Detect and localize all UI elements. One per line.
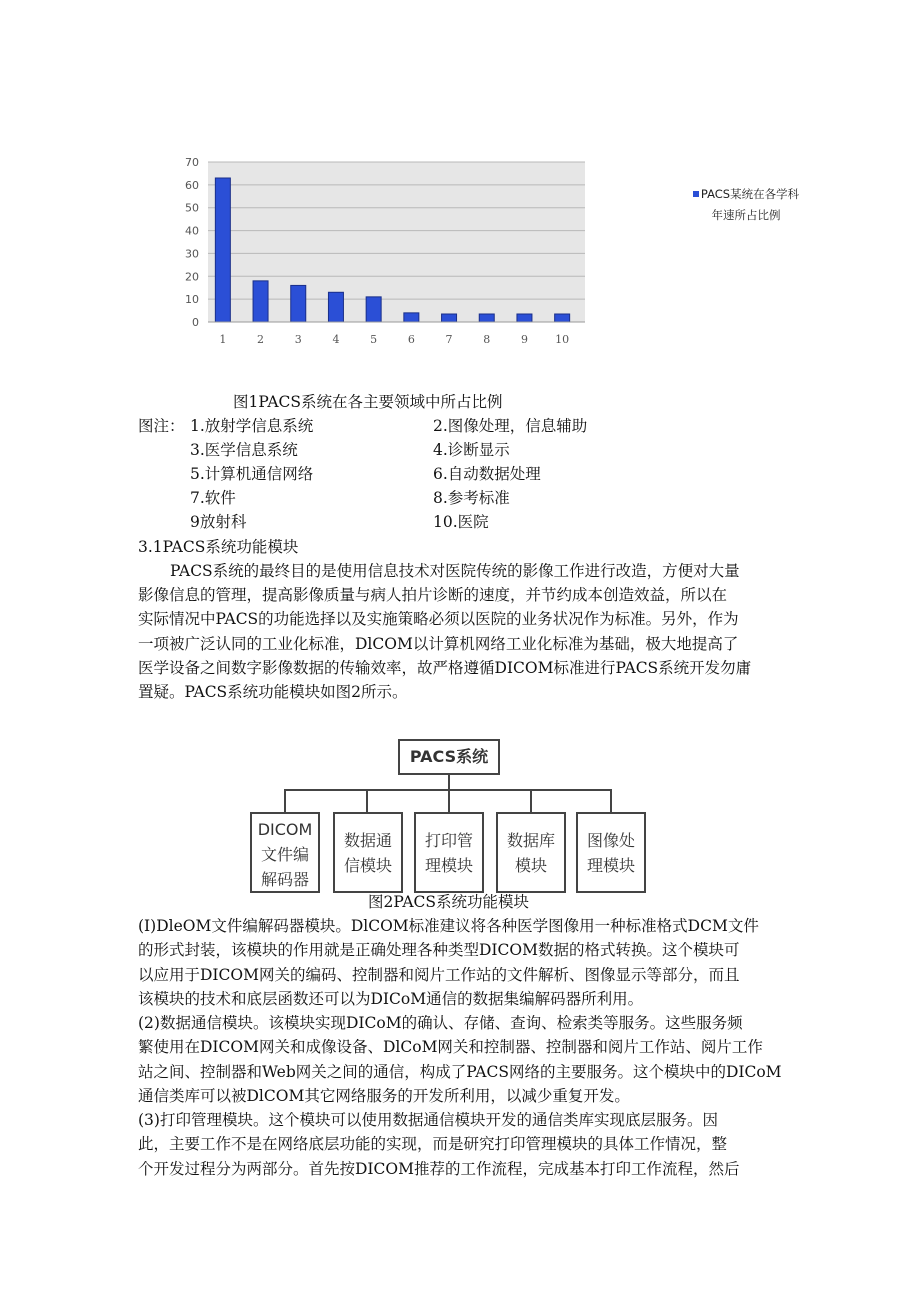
bar <box>517 314 532 322</box>
text-line: (2)数据通信模块。该模块实现DICoM的确认、存储、查询、检索类等服务。这些服务频 <box>138 1014 743 1032</box>
y-tick-label: 20 <box>185 270 199 284</box>
y-tick-label: 70 <box>185 156 199 169</box>
y-tick-label: 10 <box>185 293 199 307</box>
figure1-legend-item: 4.诊断显示 <box>433 441 510 459</box>
bar <box>366 297 381 322</box>
text-line: 以应用于DICOM网关的编码、控制器和阅片工作站的文件解析、图像显示等部分，而且 <box>138 965 740 984</box>
x-tick-label: 6 <box>407 333 415 346</box>
text-line: 个开发过程分为两部分。首先按DICOM推荐的工作流程，完成基本打印工作流程，然后 <box>138 1159 740 1178</box>
x-tick-label: 5 <box>370 333 378 346</box>
figure1-legend-item: 6.自动数据处理 <box>433 465 541 483</box>
bar <box>404 313 419 322</box>
x-tick-label: 2 <box>257 333 265 346</box>
bar <box>215 178 230 322</box>
intro-paragraph <box>138 559 788 583</box>
x-tick-label: 10 <box>555 333 570 346</box>
x-tick-label: 7 <box>445 333 453 346</box>
x-tick-label: 1 <box>219 333 227 346</box>
figure1-legend-item: 2.图像处理，信息辅助 <box>433 417 588 435</box>
text-line: 影像信息的管理，提高影像质量与病人拍片诊断的速度，并节约成本创造效益，所以在 <box>138 586 728 604</box>
module-label-line: 打印管 <box>424 831 473 850</box>
module-label-line: 数据库 <box>506 831 555 850</box>
text-line: 医学设备之间数字影像数据的传输效率，故严格遵循DICOM标准进行PACS系统开发勿庸 <box>138 658 752 677</box>
y-tick-label: 30 <box>185 247 199 261</box>
figure1-legend-item: 9放射科 <box>190 513 247 531</box>
figure1-caption: 图1PACS系统在各主要领域中所占比例 <box>233 393 503 411</box>
diagram-module-print <box>414 812 484 893</box>
paragraph-communication <box>138 1011 788 1108</box>
diagram-connector <box>284 789 286 813</box>
diagram-connector <box>366 789 368 813</box>
y-tick-label: 50 <box>185 201 199 215</box>
bar <box>328 292 343 322</box>
module-label-line: 信模块 <box>343 856 392 875</box>
text-line: 实际情况中PACS的功能选择以及实施策略必须以医院的业务状况作为标准。另外，作为 <box>138 610 739 629</box>
figure1-legend-item: 1.放射学信息系统 <box>190 417 314 435</box>
figure1-legend-item: 8.参考标准 <box>433 489 510 507</box>
section-title: 3.1PACS系统功能模块 <box>138 538 299 556</box>
paragraph-dicom-codec <box>138 914 788 1011</box>
legend-text-1: PACS某统在各学科 <box>700 187 800 201</box>
text-line: 此，主要工作不是在网络底层功能的实现，而是研究打印管理模块的具体工作情况，整 <box>138 1135 728 1154</box>
diagram-connector <box>530 789 532 813</box>
bar <box>442 314 457 322</box>
x-tick-label: 9 <box>520 333 528 346</box>
bar <box>291 285 306 322</box>
figure1-legend-item: 10.医院 <box>433 513 489 531</box>
bar-chart <box>175 150 595 360</box>
module-label-line: 理模块 <box>586 856 635 875</box>
text-line: 一项被广泛认同的工业化标准，DlCOM以计算机网络工业化标准为基础，极大地提高了 <box>138 634 739 653</box>
figure1-legend-item: 7.软件 <box>190 489 236 507</box>
x-tick-label: 3 <box>294 333 302 346</box>
text-line: 该模块的技术和底层函数还可以为DICoM通信的数据集编解码器所利用。 <box>138 989 644 1008</box>
x-tick-label: 8 <box>483 333 491 346</box>
text-line: 通信类库可以被DlCOM其它网络服务的开发所利用，以减少重复开发。 <box>138 1086 630 1105</box>
y-tick-label: 60 <box>185 178 199 192</box>
diagram-module-communication <box>333 812 403 893</box>
figure2-caption: 图2PACS系统功能模块 <box>368 893 530 911</box>
diagram-module-dicom-codec <box>250 812 320 893</box>
module-label-line: 理模块 <box>424 856 473 875</box>
diagram-root-box: PACS系统 <box>398 739 500 775</box>
text-line: 繁使用在DICOM网关和成像设备、DlCoM网关和控制器、控制器和阅片工作站、阅片工作 <box>138 1038 763 1057</box>
module-label-line: 解码器 <box>260 870 309 889</box>
y-tick-label: 40 <box>185 224 199 238</box>
module-label-line: 模块 <box>514 856 547 875</box>
diagram-connector <box>610 789 612 813</box>
figure1-legend-item: 5.计算机通信网络 <box>190 465 314 483</box>
figure1-legend-prefix: 图注： <box>138 417 185 435</box>
text-line: (3)打印管理模块。这个模块可以使用数据通信模块开发的通信类库实现底层服务。因 <box>138 1111 718 1129</box>
x-tick-label: 4 <box>332 333 340 346</box>
text-line: (I)DleOM文件编解码器模块。DlCOM标准建议将各种医学图像用一种标准格式DCM文件 <box>138 917 759 935</box>
diagram-connector <box>448 775 450 790</box>
figure1-legend-item: 3.医学信息系统 <box>190 441 298 459</box>
chart-legend <box>676 184 816 226</box>
module-label-line: 数据通 <box>343 831 392 850</box>
module-label-line: 文件编 <box>260 845 309 864</box>
legend-swatch <box>693 191 699 197</box>
diagram-module-image-processing <box>576 812 646 893</box>
bar <box>479 314 494 322</box>
diagram-module-database <box>496 812 566 893</box>
text-line: 的形式封装，该模块的作用就是正确处理各种类型DICOM数据的格式转换。这个模块可 <box>138 941 740 960</box>
diagram-connector <box>448 789 450 813</box>
y-tick-label: 0 <box>192 316 199 329</box>
module-label-line: DICOM <box>257 820 313 839</box>
text-line: 置疑。PACS系统功能模块如图2所示。 <box>138 683 408 702</box>
legend-line-2: 年速所占比例 <box>711 208 781 222</box>
legend-line-1 <box>676 184 816 205</box>
bar <box>555 314 570 322</box>
paragraph-print <box>138 1108 788 1181</box>
bar <box>253 281 268 322</box>
module-label-line: 图像处 <box>586 831 635 850</box>
text-line: 站之间、控制器和Web网关之间的通信，构成了PACS网络的主要服务。这个模块中的DICoM <box>138 1062 782 1081</box>
text-line: PACS系统的最终目的是使用信息技术对医院传统的影像工作进行改造，方便对大量 <box>170 562 740 580</box>
intro-paragraph-cont <box>138 583 788 704</box>
